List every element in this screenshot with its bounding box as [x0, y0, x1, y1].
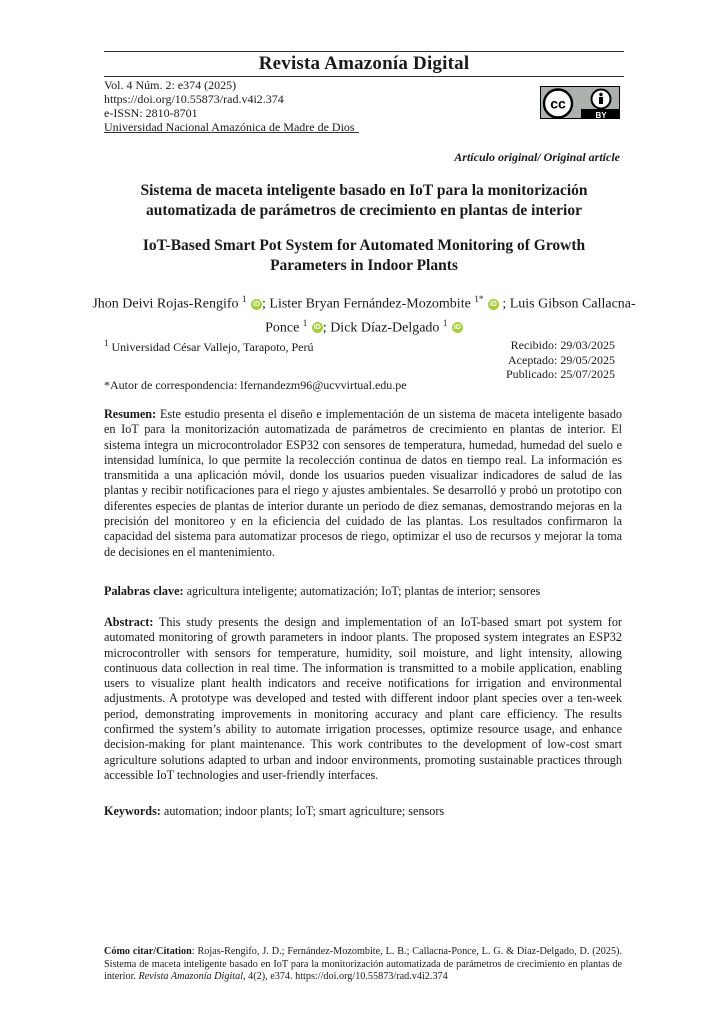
title-spanish: Sistema de maceta inteligente basado en IoT para la monitorización automatizada de parámetros de crecimiento en plantas de interior [140, 182, 588, 219]
author-separator: ; [498, 296, 510, 312]
citation-label: Cómo citar/Citation [104, 946, 192, 957]
cc-by-license-badge[interactable] [540, 86, 620, 119]
citation [104, 946, 622, 984]
orcid-icon[interactable]: iD [253, 300, 261, 308]
author-name: Jhon Deivi Rojas-Rengifo [92, 296, 239, 312]
palabras-clave [104, 584, 622, 599]
volume-info: Vol. 4 Núm. 2: e374 (2025) [104, 78, 237, 92]
affiliation-text: Universidad César Vallejo, Tarapoto, Perú [111, 340, 314, 354]
author-name: Dick Díaz-Delgado [330, 320, 440, 336]
keywords-label: Keywords: [104, 804, 161, 818]
orcid-icon[interactable]: iD [313, 324, 321, 332]
citation-text-2[interactable]: , 4(2), e374. https://doi.org/10.55873/rad.v4i2.374 [243, 971, 448, 982]
resumen-paragraph [104, 407, 622, 560]
doi-link[interactable]: https://doi.org/10.55873/rad.v4i2.374 [104, 92, 284, 106]
author-affil-sup: 1 [302, 317, 308, 328]
author-affil-sup: 1 [242, 294, 247, 304]
abstract-label: Abstract: [104, 615, 154, 629]
issn: e-ISSN: 2810-8701 [104, 106, 198, 120]
resumen-label: Resumen: [104, 407, 157, 421]
cc-text: cc [550, 95, 566, 112]
title-english: IoT-Based Smart Pot System for Automated Monitoring of Growth Parameters in Indoor Plants [142, 237, 586, 274]
article-type: Artículo original/ Original article [454, 150, 620, 164]
cc-by-icon [541, 87, 620, 119]
university: Universidad Nacional Amazónica de Madre de Dios [104, 120, 355, 134]
palabras-clave-label: Palabras clave: [104, 584, 184, 598]
abstract-paragraph [104, 615, 622, 783]
orcid-icon[interactable]: iD [489, 300, 497, 308]
accepted-date: Aceptado: 29/05/2025 [508, 352, 615, 367]
received-date: Recibido: 29/03/2025 [510, 338, 615, 352]
author-affil-sup: 1 [442, 317, 448, 328]
abstract-text: This study presents the design and implementation of an IoT-based smart pot system for automated monitoring of growth parameters in indoor plants. The proposed system integrates an ESP32 microcontroller with sensors for temperature, humidity, soil moisture, and light intensity, allowing continuous data collection in real time. The information is transmitted to a mobile application, enabling users to visualize plant health indicators and receive notifications for irrigation and environmental adjustments. A prototype was developed and tested with different indoor plant species over a ten-week period, demonstrating improvements in monitoring accuracy and plant care efficiency. The results confirmed the system’s ability to automate irrigation processes, optimize resource usage, and enhance decision-making for plant maintenance. This work contributes to the development of low-cost smart agriculture solutions adapted to urban and indoor environments, promoting sustainable practices through accessible IoT technologies and user-friendly interfaces. [104, 615, 622, 782]
header-top-rule [104, 51, 624, 52]
citation-text-1: : Rojas-Rengifo, J. D.; Fernández-Mozombite, L. B.; Callacna-Ponce, L. G. & Díaz-Delgado, D. (2025). Sistema de maceta inteligente basado en IoT para la monitorización automatizada de parámetros de crecimiento en plantas de interior. [104, 946, 622, 982]
by-text: BY [595, 111, 607, 119]
keywords-text: automation; indoor plants; IoT; smart agriculture; sensors [163, 804, 445, 818]
header-bottom-rule [104, 132, 359, 133]
author-separator: ; [322, 320, 331, 336]
author-affil-sup: 1* [474, 294, 484, 304]
published-date: Publicado: 25/07/2025 [506, 367, 615, 381]
publication-dates [506, 338, 615, 382]
author-name: Luis Gibson Callacna-Ponce [265, 296, 636, 336]
author-name: Lister Bryan Fernández-Mozombite [269, 296, 471, 312]
affiliation-sup: 1 [104, 338, 109, 348]
citation-journal: Revista Amazonía Digital [138, 971, 244, 982]
keywords [104, 804, 622, 819]
journal-title: Revista Amazonía Digital [258, 53, 470, 74]
orcid-icon[interactable]: iD [453, 324, 461, 332]
author-list [90, 290, 638, 337]
header-rule [104, 76, 624, 77]
palabras-clave-text: agricultura inteligente; automatización; IoT; plantas de interior; sensores [186, 584, 541, 598]
author-separator: ; [262, 296, 270, 312]
resumen-text: Este estudio presenta el diseño e implementación de un sistema de maceta inteligente basado en IoT para la monitorización automatizada de parámetros de crecimiento en plantas de interior. El sistema integra un microcontrolador ESP32 con sensores de temperatura, humedad, humedad del suelo e intensidad lumínica, lo que permite la recolección continua de datos en tiempo real. La información es transmitida a una aplicación móvil, donde los usuarios pueden visualizar indicadores de salud de las plantas y recibir notificaciones para el riego y ajustes ambientales. Se desarrolló y probó un prototipo con diferentes especies de plantas de interior durante un periodo de diez semanas, demostrando mejoras en la precisión del monitoreo y en la eficiencia del cuidado de las plantas. Los resultados confirmaron la capacidad del sistema para automatizar procesos de riego, optimizar el uso de recursos y mejorar la toma de decisiones en el mantenimiento. [104, 407, 623, 559]
affiliation [104, 338, 314, 355]
correspondence: *Autor de correspondencia: lfernandezm96@ucvvirtual.edu.pe [104, 378, 407, 392]
